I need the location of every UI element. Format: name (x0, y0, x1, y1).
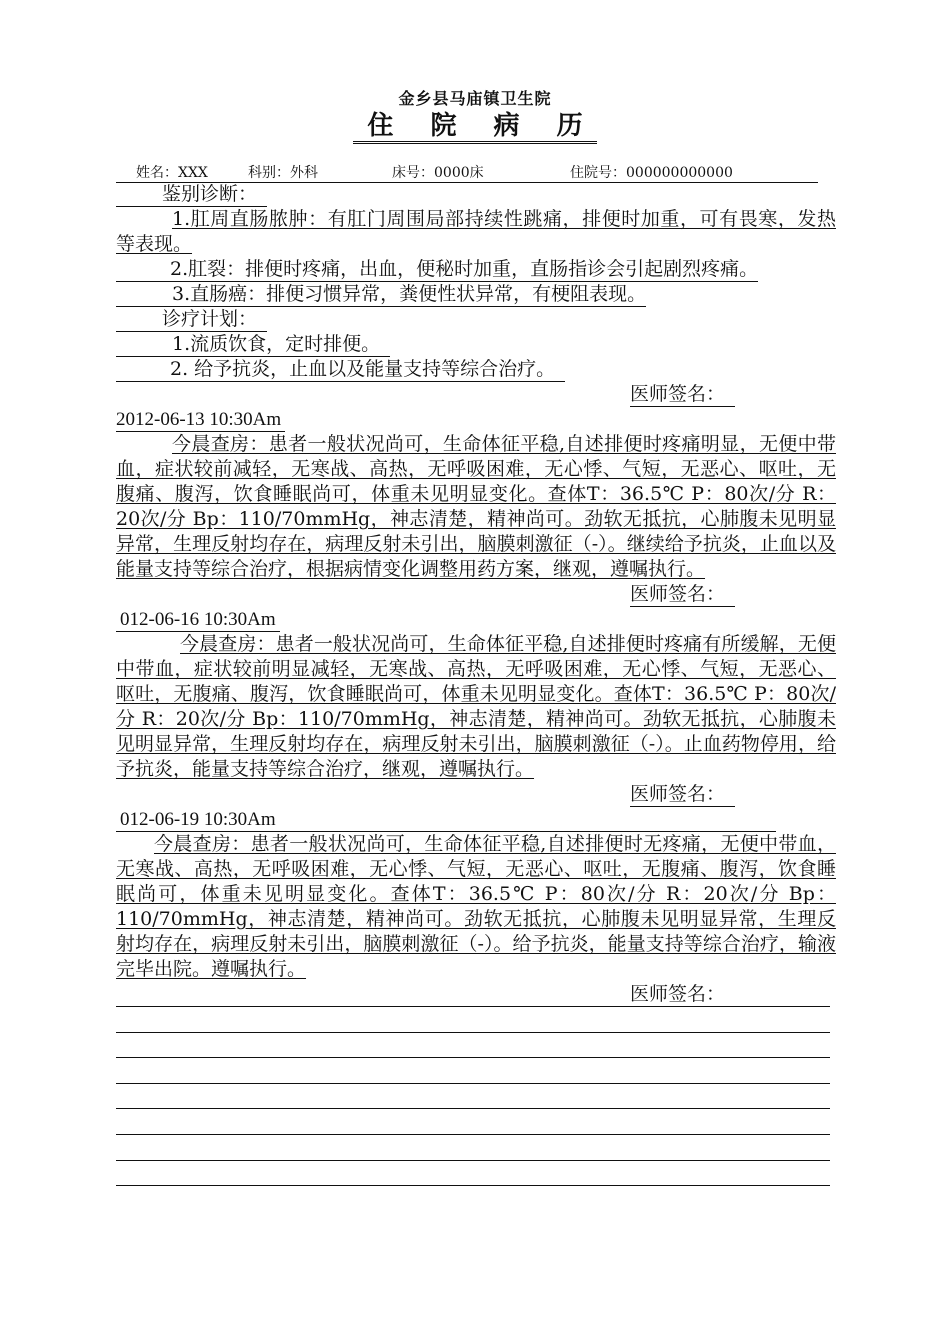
diagnosis-item-2-line (116, 257, 836, 282)
patient-admission-no: 住院号：000000000000 (570, 165, 733, 181)
plan-heading: 诊疗计划： (116, 307, 267, 332)
plan-item-1: 1.流质饮食，定时排便。 (116, 332, 390, 357)
record-text: 今晨查房：患者一般状况尚可，生命体征平稳,自述排便时疼痛有所缓解，无便中带血，症状较前明显减轻，无寒战、高热，无呼吸困难，无心悸、气短，无恶心、呕吐，无腹痛、腹泻，饮食睡眠尚可，体重未见明显变化。查体T：36.5℃ P：80次/分 R：20次/分 Bp：110/70mmHg，神志清楚，精神尚可。劲软无抵抗，心肺腹未见明显异常，生理反射均存在，病理反射未引出，脑膜刺激征（-）。止血药物停用，给予抗炎，能量支持等综合治疗，继观，遵嘱执行。 (116, 633, 836, 780)
diagnosis-heading: 鉴别诊断： (116, 182, 267, 207)
plan-item-2-line (116, 357, 836, 382)
doctor-signature-label: 医师签名： (630, 382, 735, 407)
diagnosis-item-3-line (116, 282, 836, 307)
signature-line-1 (116, 382, 836, 407)
plan-heading-line (116, 307, 836, 332)
document-title: 住 院 病 历 (353, 111, 596, 144)
blank-ruled-line (116, 1135, 830, 1161)
diagnosis-heading-line (116, 182, 836, 207)
patient-bed: 床号：0000床 (392, 165, 484, 181)
blank-ruled-line (116, 1007, 830, 1033)
record-body (116, 182, 836, 1186)
diagnosis-item-2: 2.肛裂：排便时疼痛，出血，便秘时加重，直肠指诊会引起剧烈疼痛。 (116, 257, 758, 282)
patient-name: 姓名：XXX (136, 165, 208, 181)
doctor-signature-label: 医师签名： (630, 782, 735, 807)
record-date: 012-06-16 10:30Am (116, 607, 280, 632)
blank-ruled-line (116, 1161, 830, 1187)
signature-line-4 (116, 982, 836, 1007)
record-text: 今晨查房：患者一般状况尚可，生命体征平稳,自述排便时无疼痛，无便中带血，无寒战、高热，无呼吸困难，无心悸、气短，无恶心、呕吐，无腹痛、腹泻，饮食睡眠尚可，体重未见明显变化。查体T：36.5℃ P：80次/分 R：20次/分 Bp：110/70mmHg，神志清楚，精神尚可。劲软无抵抗，心肺腹未见明显异常，生理反射均存在，病理反射未引出，脑膜刺激征（-）。给予抗炎，能量支持等综合治疗，输液完毕出院。遵嘱执行。 (116, 833, 836, 980)
plan-item-2: 2. 给予抗炎，止血以及能量支持等综合治疗。 (116, 357, 565, 382)
blank-ruled-line (116, 1109, 830, 1135)
blank-ruled-line (116, 1084, 830, 1110)
patient-info-bar (116, 160, 818, 183)
record-date-line-1 (116, 407, 836, 432)
record-date-line-3 (116, 807, 836, 832)
record-date-line-2 (116, 607, 836, 632)
blank-ruled-line (116, 1058, 830, 1084)
diagnosis-item-3: 3.直肠癌：排便习惯异常，粪便性状异常，有梗阻表现。 (116, 282, 646, 307)
record-text: 今晨查房：患者一般状况尚可，生命体征平稳,自述排便时疼痛明显，无便中带血，症状较前减轻，无寒战、高热，无呼吸困难，无心悸、气短，无恶心、呕吐，无腹痛、腹泻，饮食睡眠尚可，体重未见明显变化。查体T：36.5℃ P：80次/分 R：20次/分 Bp：110/70mmHg，神志清楚，精神尚可。劲软无抵抗，心肺腹未见明显异常，生理反射均存在，病理反射未引出，脑膜刺激征（-）。继续给予抗炎，止血以及能量支持等综合治疗，根据病情变化调整用药方案，继观，遵嘱执行。 (116, 433, 836, 580)
doctor-signature-label: 医师签名： (630, 582, 735, 607)
patient-dept: 科别：外科 (248, 165, 318, 181)
doctor-signature-label: 医师签名： (630, 983, 726, 1005)
record-date: 012-06-19 10:30Am (116, 807, 776, 832)
signature-line-2 (116, 582, 836, 607)
plan-item-1-line (116, 332, 836, 357)
signature-line-3 (116, 782, 836, 807)
document-title-wrap (0, 110, 950, 142)
blank-ruled-line (116, 1033, 830, 1059)
record-date: 2012-06-13 10:30Am (116, 407, 285, 432)
hospital-name: 金乡县马庙镇卫生院 (398, 89, 552, 108)
diagnosis-item-1: 1.肛周直肠脓肿：有肛门周围局部持续性跳痛，排便时加重，可有畏寒，发热等表现。 (116, 208, 836, 255)
